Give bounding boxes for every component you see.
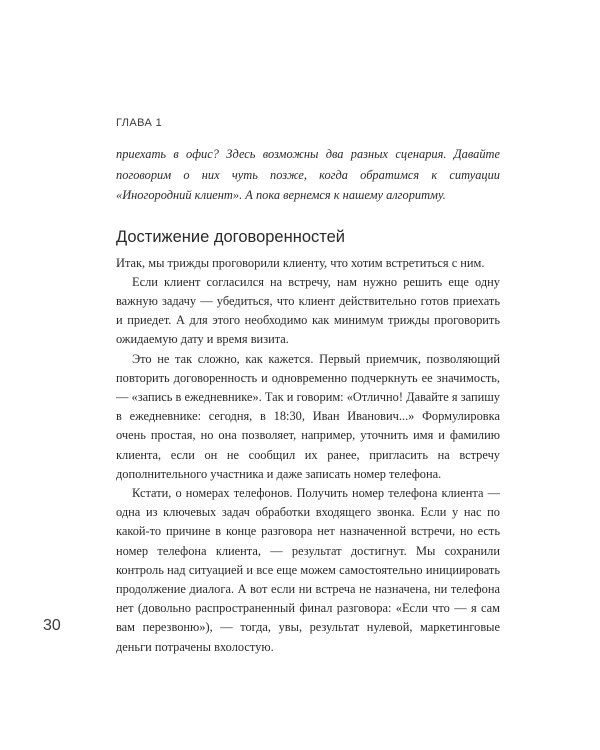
intro-italic-paragraph: приехать в офис? Здесь возможны два разных сценария. Давайте поговорим о них чуть позже, когда обратимся к ситуации «Иногородний клиент». А пока вернемся к нашему алгоритму. bbox=[116, 147, 500, 202]
page-content bbox=[116, 144, 500, 657]
body-paragraph: Итак, мы трижды проговорили клиенту, что хотим встретиться с ним. bbox=[116, 255, 485, 270]
body-paragraph: Это не так сложно, как кажется. Первый приемчик, позволяющий повторить договоренность и одновременно подчеркнуть ее значимость, — «запись в ежедневнике». Так и говорим: «Отлично! Давайте я запишу в ежедневнике: сегодня, в 18:30, Иван Иванович...» Формулировка очень простая, но она позволяет, например, уточнить имя и фамилию клиента, если он не сообщил их ранее, пригласить на встречу дополнительного участника и даже записать номер телефона. bbox=[116, 351, 500, 481]
section-heading: Достижение договоренностей bbox=[116, 227, 346, 246]
body-paragraph: Кстати, о номерах телефонов. Получить номер телефона клиента — одна из ключевых задач обработки входящего звонка. Если у нас по какой-то причине в конце разговора нет назначенной встречи, но есть номер телефона клиента, — результат достигнут. Мы сохранили контроль над ситуацией и все еще можем самостоятельно инициировать продолжение диалога. А вот если ни встреча не назначена, ни телефона нет (довольно распространенный финал разговора: «Если что — я сам вам перезвоню»), — тогда, увы, результат нулевой, маркетинговые деньги потрачены вхолостую. bbox=[116, 485, 500, 654]
page-number: 30 bbox=[43, 617, 61, 634]
running-head: ГЛАВА 1 bbox=[116, 117, 163, 129]
body-paragraph: Если клиент согласился на встречу, нам нужно решить еще одну важную задачу — убедиться, что клиент действительно готов приехать и приедет. А для этого необходимо как минимум трижды проговорить ожидаемую дату и время визита. bbox=[116, 274, 500, 347]
